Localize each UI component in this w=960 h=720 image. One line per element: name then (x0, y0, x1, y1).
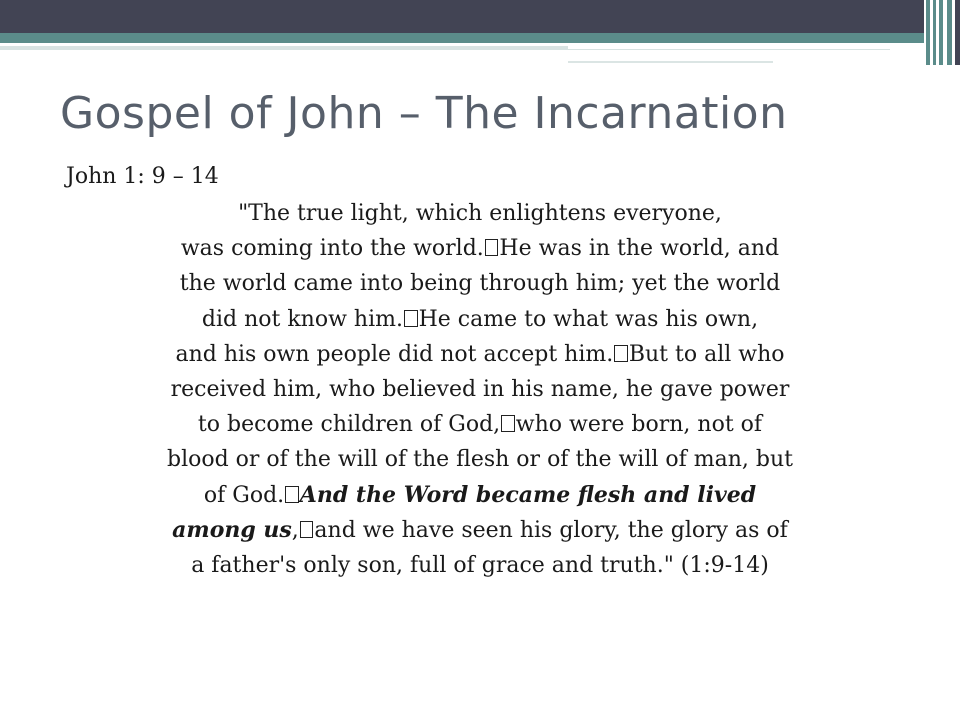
passage-text: a father's only son, full of grace and truth." (1:9-14) (191, 553, 769, 579)
missing-glyph-icon (285, 486, 299, 503)
missing-glyph-icon (501, 415, 515, 432)
passage-line (40, 478, 920, 513)
scripture-passage (40, 196, 920, 583)
passage-line (40, 302, 920, 337)
passage-text: , (291, 517, 299, 543)
decorative-line (568, 61, 773, 63)
passage-text: who were born, not of (515, 412, 763, 438)
stripe (947, 0, 952, 65)
missing-glyph-icon (404, 310, 418, 327)
decorative-stripes (924, 0, 960, 65)
passage-line (40, 372, 920, 407)
passage-text: and we have seen his glory, the glory as of (314, 517, 788, 543)
stripe (939, 0, 943, 65)
slide-title: Gospel of John – The Incarnation (60, 88, 788, 139)
passage-line (40, 337, 920, 372)
passage-text: of God. (203, 482, 285, 508)
passage-text: and his own people did not accept him. (175, 341, 614, 367)
stripe (933, 0, 936, 65)
passage-line (40, 513, 920, 548)
passage-line (40, 407, 920, 442)
stripe (926, 0, 930, 65)
passage-line (40, 231, 920, 266)
scripture-reference: John 1: 9 – 14 (66, 164, 219, 189)
passage-text: He came to what was his own, (418, 306, 759, 332)
header-bar (0, 0, 960, 33)
passage-text: was coming into the world. (180, 236, 484, 262)
emphasized-text: among us (172, 516, 292, 543)
passage-line (40, 442, 920, 477)
decorative-line (0, 46, 568, 50)
accent-band (0, 33, 960, 43)
passage-text: He was in the world, and (499, 236, 780, 262)
passage-text: blood or of the will of the flesh or of the will of man, but (166, 447, 794, 473)
passage-line (40, 548, 920, 583)
missing-glyph-icon (485, 239, 499, 256)
missing-glyph-icon (614, 345, 628, 362)
missing-glyph-icon (300, 521, 314, 538)
passage-line (40, 196, 920, 231)
stripe (955, 0, 960, 65)
passage-text: to become children of God, (197, 412, 501, 438)
passage-text: received him, who believed in his name, he gave power (170, 377, 790, 403)
passage-text: But to all who (628, 341, 785, 367)
passage-line (40, 266, 920, 301)
emphasized-text: And the Word became flesh and lived (299, 481, 757, 508)
passage-text: did not know him. (201, 306, 403, 332)
passage-text: the world came into being through him; yet the world (179, 271, 781, 297)
passage-text: "The true light, which enlightens everyone, (238, 201, 722, 226)
decorative-line (568, 49, 890, 52)
